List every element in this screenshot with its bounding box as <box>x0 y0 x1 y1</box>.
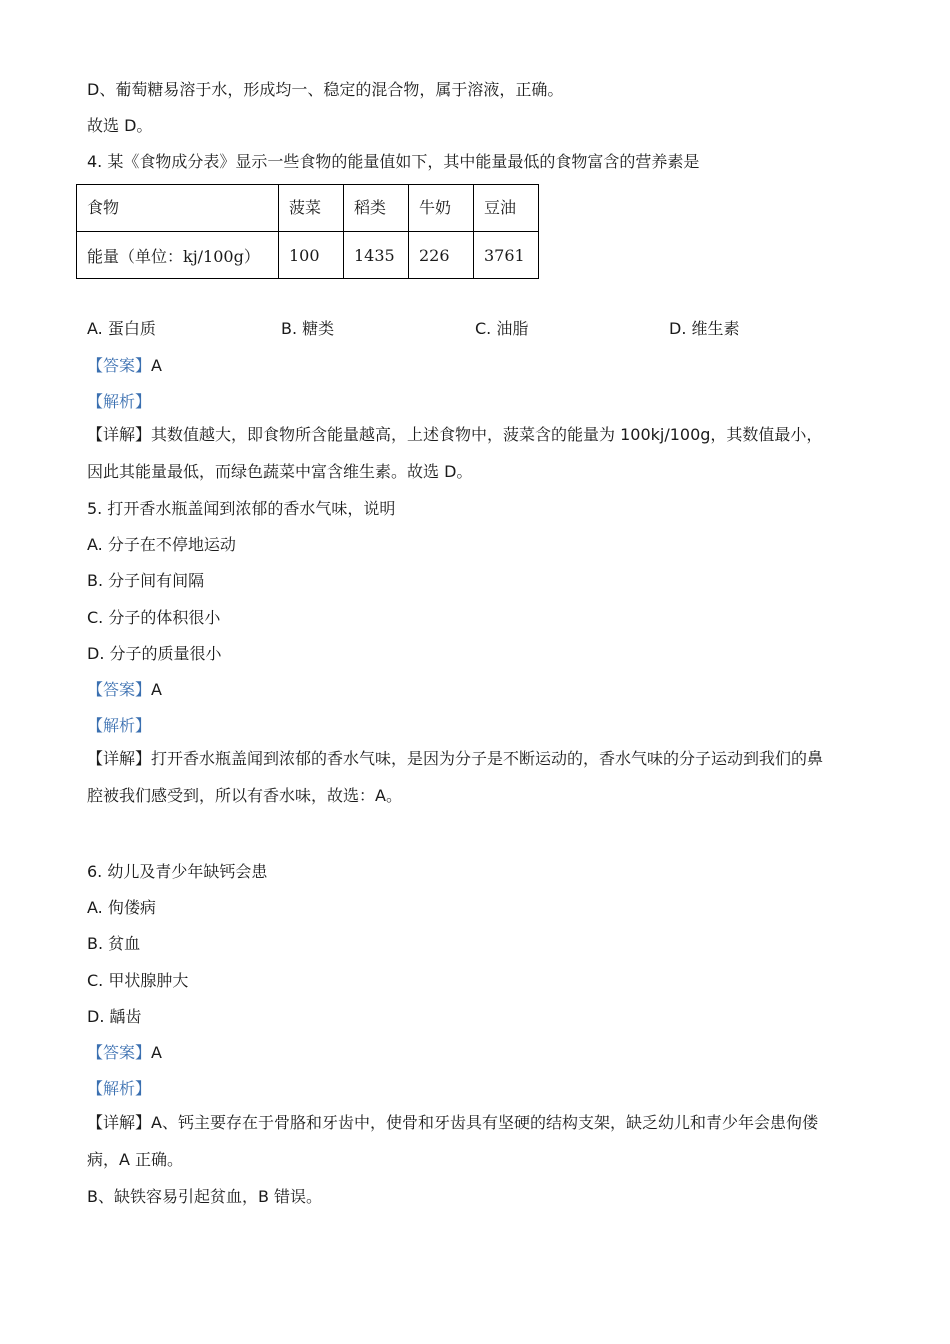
table-cell: 1435 <box>344 232 409 279</box>
q5-detail-2: 腔被我们感受到，所以有香水味，故选：A。 <box>87 786 402 805</box>
table-cell: 牛奶 <box>409 185 474 232</box>
table-row <box>77 185 539 232</box>
table-cell: 稻类 <box>344 185 409 232</box>
q5-answer <box>87 680 162 700</box>
q4-detail-1: 【详解】其数值越大，即食物所含能量越高，上述食物中，菠菜含的能量为 100kj/100g，其数值最小， <box>87 425 823 444</box>
q6-detail-1: 【详解】A、钙主要存在于骨胳和牙齿中，使骨和牙齿具有坚硬的结构支架，缺乏幼儿和青少年会患佝偻 <box>87 1113 818 1132</box>
table-cell: 能量（单位：kj/100g） <box>77 232 279 279</box>
answer-value: A <box>151 680 162 699</box>
q5-stem: 5. 打开香水瓶盖闻到浓郁的香水气味，说明 <box>87 499 396 518</box>
q5-detail-1: 【详解】打开香水瓶盖闻到浓郁的香水气味，是因为分子是不断运动的，香水气味的分子运动到我们的鼻 <box>87 749 824 768</box>
q4-option-d: D. 维生素 <box>669 319 740 338</box>
q6-option-b: B. 贫血 <box>87 934 141 953</box>
q5-option-b: B. 分子间有间隔 <box>87 571 205 590</box>
table-cell: 226 <box>409 232 474 279</box>
answer-tag: 【答案】 <box>87 680 152 699</box>
table-cell: 食物 <box>77 185 279 232</box>
q6-option-d: D. 龋齿 <box>87 1007 142 1026</box>
q4-detail-2: 因此其能量最低，而绿色蔬菜中富含维生素。故选 D。 <box>87 462 473 481</box>
answer-tag: 【答案】 <box>87 1043 152 1062</box>
q4-answer <box>87 356 162 376</box>
answer-value: A <box>151 1043 162 1062</box>
q3-conclusion: 故选 D。 <box>87 116 153 135</box>
q3-option-d: D、葡萄糖易溶于水，形成均一、稳定的混合物，属于溶液，正确。 <box>87 80 564 99</box>
answer-value: A <box>151 356 162 375</box>
q6-stem: 6. 幼儿及青少年缺钙会患 <box>87 862 268 881</box>
q6-option-c: C. 甲状腺肿大 <box>87 971 189 990</box>
q5-analysis-tag: 【解析】 <box>87 716 152 735</box>
table-cell: 100 <box>279 232 344 279</box>
q5-option-d: D. 分子的质量很小 <box>87 644 222 663</box>
q6-detail-2: 病，A 正确。 <box>87 1150 184 1169</box>
table-row <box>77 232 539 279</box>
q4-stem: 4. 某《食物成分表》显示一些食物的能量值如下，其中能量最低的食物富含的营养素是 <box>87 152 700 171</box>
q6-analysis-tag: 【解析】 <box>87 1079 152 1098</box>
table-cell: 3761 <box>474 232 539 279</box>
q4-option-a: A. 蛋白质 <box>87 319 156 338</box>
q4-option-c: C. 油脂 <box>475 319 529 338</box>
q4-option-b: B. 糖类 <box>281 319 335 338</box>
answer-tag: 【答案】 <box>87 356 152 375</box>
table-cell: 豆油 <box>474 185 539 232</box>
food-energy-table <box>76 184 539 279</box>
table-cell: 菠菜 <box>279 185 344 232</box>
q6-detail-3: B、缺铁容易引起贫血，B 错误。 <box>87 1187 323 1206</box>
q6-answer <box>87 1043 162 1063</box>
q6-option-a: A. 佝偻病 <box>87 898 156 917</box>
q5-option-c: C. 分子的体积很小 <box>87 608 221 627</box>
q4-analysis-tag: 【解析】 <box>87 392 152 411</box>
q5-option-a: A. 分子在不停地运动 <box>87 535 236 554</box>
